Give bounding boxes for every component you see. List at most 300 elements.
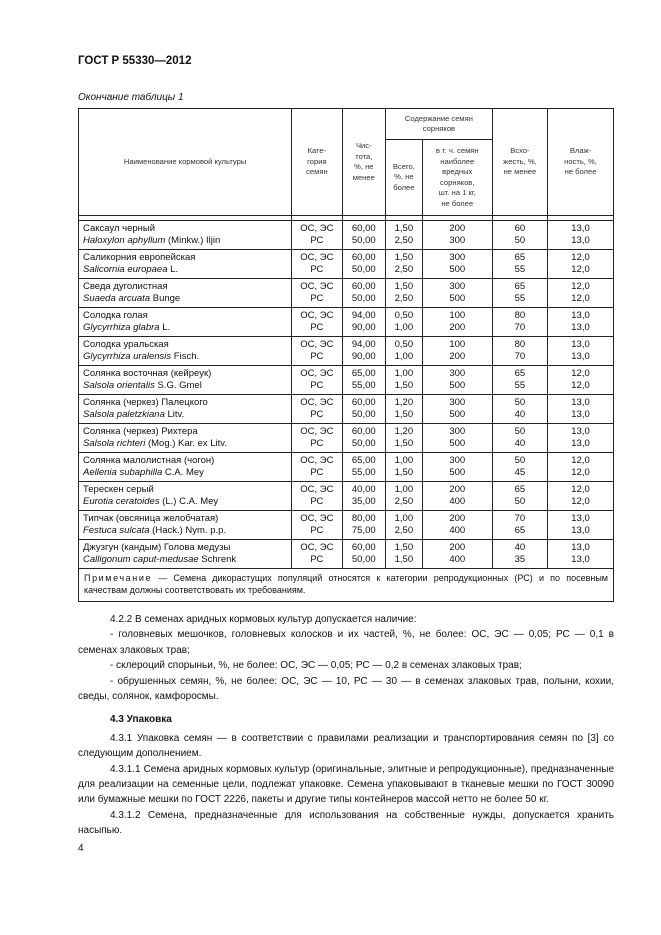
purity-cell [342, 540, 386, 569]
table-row [79, 366, 614, 395]
purity-cell [342, 279, 386, 308]
crop-scientific-name [83, 438, 291, 450]
crop-author: Fisch. [171, 350, 200, 362]
weed-total-value: 2,50 [394, 524, 414, 536]
moisture-value: 13,0 [571, 223, 590, 234]
germination-cell [492, 337, 547, 366]
weed-harmful-value: 200 [449, 321, 466, 333]
germination-value: 35 [514, 553, 526, 565]
weed-total-cell [386, 250, 423, 279]
crop-author: S.G. Gmel [154, 379, 202, 391]
category-value: РС [310, 553, 324, 565]
category-value: РС [310, 234, 324, 246]
category-cell [292, 511, 342, 540]
crop-name: Солянка малолистная (чогон) [83, 455, 215, 466]
table-body [79, 216, 614, 569]
crop-author: Bunge [150, 292, 181, 304]
list-item-smut: - головневых мешочков, головневых колосков и их частей, %, не более: ОС, ЭС — 0,05; РС — 0,1 в семенах злаковых трав; [78, 629, 614, 656]
crop-latin-name: Salicornia europaea [83, 263, 168, 275]
weed-harmful-value: 300 [449, 252, 466, 263]
purity-value: 50,00 [351, 234, 376, 246]
purity-value: 94,00 [351, 310, 376, 321]
purity-value: 65,00 [351, 455, 376, 466]
category-cell [292, 308, 342, 337]
note-label: Примечание [84, 573, 153, 583]
header-category: Кате- гория семян [292, 109, 342, 216]
crop-scientific-name [83, 351, 291, 363]
crop-name-cell [79, 250, 292, 279]
category-value: РС [310, 466, 324, 478]
clause-4-3-1: 4.3.1 Упаковка семян — в соответствии с правилами реализации и транспортирования семян по [3] со следующим дополнением. [78, 732, 614, 760]
weed-harmful-cell [422, 221, 492, 250]
weed-total-value: 1,20 [394, 426, 414, 437]
germination-value: 55 [514, 292, 526, 304]
purity-value: 35,00 [351, 495, 376, 507]
crop-author: Litv. [164, 408, 185, 420]
crop-author: L. [159, 321, 171, 333]
crop-scientific-name [83, 496, 291, 508]
category-value: РС [310, 350, 324, 362]
category-cell [292, 337, 342, 366]
crop-latin-name: Calligonum caput-medusae [83, 553, 199, 565]
crop-latin-name: Salsola paletzkiana [83, 408, 165, 420]
crop-scientific-name [83, 235, 291, 247]
moisture-value: 12,0 [571, 368, 590, 379]
weed-harmful-value: 400 [449, 553, 466, 565]
note-text: — Семена дикорастущих популяций относятся к категории репродукционных (РС) и по посевным качествам должны соответствовать их требованиям. [84, 573, 608, 595]
crop-scientific-name [83, 525, 291, 537]
header-weed-content: Содержание семян сорняков [386, 109, 493, 140]
moisture-cell [548, 366, 614, 395]
moisture-cell [548, 540, 614, 569]
category-cell [292, 366, 342, 395]
germination-cell [492, 453, 547, 482]
moisture-value: 12,0 [571, 252, 590, 263]
category-cell [292, 540, 342, 569]
weed-harmful-value: 300 [449, 426, 466, 437]
germination-value: 80 [514, 339, 526, 350]
weed-total-value: 1,50 [394, 408, 414, 420]
moisture-cell [548, 511, 614, 540]
germination-value: 60 [514, 223, 526, 234]
category-value: ОС, ЭС [300, 339, 334, 350]
purity-value: 60,00 [351, 542, 376, 553]
purity-cell [342, 250, 386, 279]
weed-total-value: 0,50 [394, 339, 414, 350]
category-value: РС [310, 437, 324, 449]
weed-total-value: 1,50 [394, 379, 414, 391]
weed-harmful-cell [422, 308, 492, 337]
moisture-value: 13,0 [571, 350, 590, 362]
weed-total-value: 1,00 [394, 484, 414, 495]
header-weed-harmful: в т. ч. семян наиболее вредных сорняков, шт. на 1 кг, не более [422, 140, 492, 216]
weed-harmful-cell [422, 337, 492, 366]
weed-total-value: 1,50 [394, 466, 414, 478]
table-row [79, 424, 614, 453]
purity-cell [342, 453, 386, 482]
crop-author: Schrenk [198, 553, 237, 565]
weed-total-cell [386, 453, 423, 482]
purity-cell [342, 511, 386, 540]
crop-name-cell [79, 424, 292, 453]
table-note-row [79, 569, 614, 602]
moisture-cell [548, 221, 614, 250]
germination-value: 65 [514, 524, 526, 536]
weed-total-cell [386, 395, 423, 424]
weed-total-cell [386, 540, 423, 569]
weed-harmful-value: 200 [449, 223, 466, 234]
moisture-value: 13,0 [571, 426, 590, 437]
weed-harmful-value: 200 [449, 484, 466, 495]
germination-value: 40 [514, 542, 526, 553]
moisture-value: 13,0 [571, 397, 590, 408]
table-row [79, 279, 614, 308]
purity-value: 60,00 [351, 252, 376, 263]
table-row [79, 453, 614, 482]
weed-harmful-cell [422, 395, 492, 424]
crop-scientific-name [83, 409, 291, 421]
purity-value: 80,00 [351, 513, 376, 524]
moisture-value: 12,0 [571, 484, 590, 495]
seed-quality-table [78, 108, 614, 602]
weed-harmful-cell [422, 482, 492, 511]
moisture-cell [548, 250, 614, 279]
category-value: ОС, ЭС [300, 542, 334, 553]
crop-name: Солянка восточная (кейреук) [83, 368, 212, 379]
category-value: РС [310, 408, 324, 420]
moisture-value: 13,0 [571, 321, 590, 333]
weed-harmful-value: 200 [449, 542, 466, 553]
table-caption: Окончание таблицы 1 [78, 92, 184, 103]
category-value: РС [310, 321, 324, 333]
category-value: ОС, ЭС [300, 426, 334, 437]
germination-cell [492, 395, 547, 424]
clause-4-3-1-1: 4.3.1.1 Семена аридных кормовых культур (оригинальные, элитные и репродукционные), предназначенные для реализации на семенные цели, подлежат упаковке. Семена упаковывают в тканевые мешки по ГОСТ 30090 или бумажные мешки по ГОСТ 2226, пакеты и другие типы контейнеров массой нетто не более 50 кг. [78, 763, 614, 806]
germination-value: 70 [514, 350, 526, 362]
header-moisture: Влаж- ность, %, не более [548, 109, 614, 216]
crop-name: Саксаул черный [83, 223, 156, 234]
germination-value: 40 [514, 408, 526, 420]
weed-harmful-cell [422, 366, 492, 395]
weed-total-cell [386, 308, 423, 337]
germination-value: 45 [514, 466, 526, 478]
weed-total-value: 1,50 [394, 223, 414, 234]
germination-value: 50 [514, 426, 526, 437]
header-germination: Всхо- жесть, %, не менее [492, 109, 547, 216]
weed-harmful-value: 400 [449, 524, 466, 536]
category-cell [292, 279, 342, 308]
weed-total-value: 1,50 [394, 252, 414, 263]
weed-total-value: 1,00 [394, 513, 414, 524]
germination-cell [492, 511, 547, 540]
germination-value: 70 [514, 321, 526, 333]
moisture-value: 12,0 [571, 263, 590, 275]
category-value: ОС, ЭС [300, 310, 334, 321]
crop-name: Солодка голая [83, 310, 148, 321]
germination-cell [492, 308, 547, 337]
purity-cell [342, 308, 386, 337]
purity-cell [342, 395, 386, 424]
crop-name: Солянка (черкез) Палецкого [83, 397, 208, 408]
germination-value: 80 [514, 310, 526, 321]
moisture-value: 13,0 [571, 553, 590, 565]
weed-total-value: 1,00 [394, 368, 414, 379]
crop-author: (Mog.) Kar. ex Litv. [145, 437, 227, 449]
germination-value: 65 [514, 484, 526, 495]
weed-total-value: 0,50 [394, 310, 414, 321]
weed-harmful-value: 200 [449, 350, 466, 362]
category-value: ОС, ЭС [300, 513, 334, 524]
weed-harmful-value: 300 [449, 455, 466, 466]
purity-value: 90,00 [351, 321, 376, 333]
weed-total-cell [386, 511, 423, 540]
moisture-cell [548, 395, 614, 424]
category-value: ОС, ЭС [300, 484, 334, 495]
weed-harmful-value: 500 [449, 408, 466, 420]
moisture-value: 12,0 [571, 292, 590, 304]
purity-value: 60,00 [351, 397, 376, 408]
weed-total-value: 1,50 [394, 542, 414, 553]
germination-value: 50 [514, 495, 526, 507]
header-weed-total: Всего, %, не более [386, 140, 423, 216]
crop-name-cell [79, 366, 292, 395]
germination-cell [492, 540, 547, 569]
weed-harmful-value: 100 [449, 310, 466, 321]
moisture-value: 12,0 [571, 495, 590, 507]
germination-value: 65 [514, 368, 526, 379]
moisture-value: 13,0 [571, 234, 590, 246]
purity-value: 50,00 [351, 437, 376, 449]
weed-harmful-value: 200 [449, 513, 466, 524]
category-value: ОС, ЭС [300, 368, 334, 379]
clause-4-2-2: 4.2.2 В семенах аридных кормовых культур допускается наличие: [110, 614, 417, 625]
germination-value: 50 [514, 397, 526, 408]
crop-name-cell [79, 482, 292, 511]
crop-name: Солянка (черкез) Рихтера [83, 426, 198, 437]
category-cell [292, 453, 342, 482]
crop-name-cell [79, 308, 292, 337]
weed-harmful-value: 500 [449, 263, 466, 275]
purity-value: 40,00 [351, 484, 376, 495]
germination-value: 40 [514, 437, 526, 449]
header-purity: Чис- тота, %, не менее [342, 109, 386, 216]
weed-harmful-value: 400 [449, 495, 466, 507]
purity-value: 94,00 [351, 339, 376, 350]
moisture-cell [548, 453, 614, 482]
crop-scientific-name [83, 293, 291, 305]
purity-value: 50,00 [351, 408, 376, 420]
weed-harmful-cell [422, 424, 492, 453]
category-value: ОС, ЭС [300, 252, 334, 263]
purity-value: 75,00 [351, 524, 376, 536]
crop-latin-name: Salsola orientalis [83, 379, 155, 391]
purity-value: 60,00 [351, 223, 376, 234]
purity-value: 90,00 [351, 350, 376, 362]
weed-total-value: 2,50 [394, 495, 414, 507]
category-cell [292, 395, 342, 424]
crop-name-cell [79, 337, 292, 366]
crop-author: C.A. Mey [162, 466, 204, 478]
table-row [79, 540, 614, 569]
weed-harmful-value: 300 [449, 281, 466, 292]
weed-harmful-cell [422, 250, 492, 279]
moisture-value: 13,0 [571, 408, 590, 420]
crop-latin-name: Glycyrrhiza glabra [83, 321, 160, 333]
moisture-value: 13,0 [571, 513, 590, 524]
section-heading-packaging: 4.3 Упаковка [110, 714, 172, 726]
category-value: РС [310, 263, 324, 275]
table-row [79, 395, 614, 424]
germination-value: 70 [514, 513, 526, 524]
weed-harmful-value: 500 [449, 437, 466, 449]
crop-author: (Hack.) Nym. p.p. [149, 524, 227, 536]
weed-harmful-value: 500 [449, 379, 466, 391]
crop-latin-name: Glycyrrhiza uralensis [83, 350, 172, 362]
purity-value: 65,00 [351, 368, 376, 379]
crop-author: (L.) C.A. Mey [159, 495, 219, 507]
weed-total-cell [386, 482, 423, 511]
purity-value: 60,00 [351, 281, 376, 292]
purity-value: 55,00 [351, 379, 376, 391]
germination-cell [492, 366, 547, 395]
weed-total-cell [386, 279, 423, 308]
weed-harmful-cell [422, 540, 492, 569]
weed-total-value: 1,00 [394, 455, 414, 466]
category-value: РС [310, 292, 324, 304]
germination-cell [492, 482, 547, 511]
crop-name: Солодка уральская [83, 339, 169, 350]
germination-cell [492, 279, 547, 308]
category-value: ОС, ЭС [300, 397, 334, 408]
weed-total-value: 1,00 [394, 321, 414, 333]
moisture-value: 13,0 [571, 542, 590, 553]
moisture-cell [548, 337, 614, 366]
germination-value: 50 [514, 234, 526, 246]
category-cell [292, 482, 342, 511]
crop-name: Типчак (овсяница желобчатая) [83, 513, 219, 524]
crop-scientific-name [83, 380, 291, 392]
header-crop-name: Наименование кормовой культуры [79, 109, 292, 216]
crop-name-cell [79, 540, 292, 569]
moisture-value: 13,0 [571, 310, 590, 321]
crop-name-cell [79, 279, 292, 308]
crop-latin-name: Haloxylon aphyllum [83, 234, 166, 246]
crop-name-cell [79, 395, 292, 424]
document-code: ГОСТ Р 55330—2012 [78, 55, 192, 67]
category-value: ОС, ЭС [300, 223, 334, 234]
weed-harmful-cell [422, 279, 492, 308]
crop-name: Сведа дуголистная [83, 281, 168, 292]
purity-cell [342, 337, 386, 366]
weed-total-value: 1,50 [394, 553, 414, 565]
crop-name: Джузгун (кандым) Голова медузы [83, 542, 231, 553]
germination-value: 65 [514, 281, 526, 292]
germination-value: 55 [514, 379, 526, 391]
weed-harmful-cell [422, 511, 492, 540]
germination-cell [492, 250, 547, 279]
weed-total-value: 1,50 [394, 281, 414, 292]
crop-latin-name: Suaeda arcuata [83, 292, 151, 304]
moisture-value: 13,0 [571, 339, 590, 350]
weed-harmful-value: 300 [449, 368, 466, 379]
moisture-value: 12,0 [571, 455, 590, 466]
weed-harmful-value: 500 [449, 292, 466, 304]
weed-total-cell [386, 424, 423, 453]
list-item-hulled-seeds: - обрушенных семян, %, не более: ОС, ЭС — 10, РС — 30 — в семенах злаковых трав, полыни, кохии, сведы, солянок, камфоросмы. [78, 675, 614, 703]
weed-harmful-value: 100 [449, 339, 466, 350]
weed-total-value: 1,20 [394, 397, 414, 408]
table-row [79, 250, 614, 279]
crop-latin-name: Festuca sulcata [83, 524, 150, 536]
crop-name-cell [79, 511, 292, 540]
category-value: РС [310, 379, 324, 391]
table-row [79, 511, 614, 540]
moisture-cell [548, 279, 614, 308]
table-row [79, 337, 614, 366]
weed-total-value: 2,50 [394, 292, 414, 304]
moisture-cell [548, 308, 614, 337]
moisture-value: 12,0 [571, 379, 590, 391]
body-text [78, 612, 614, 839]
crop-scientific-name [83, 467, 291, 479]
weed-total-cell [386, 337, 423, 366]
crop-name: Терескен серый [83, 484, 154, 495]
germination-cell [492, 221, 547, 250]
table-row [79, 308, 614, 337]
category-cell [292, 221, 342, 250]
weed-total-cell [386, 366, 423, 395]
purity-value: 50,00 [351, 553, 376, 565]
crop-author: (Minkw.) Iljin [165, 234, 221, 246]
crop-latin-name: Aellenia subaphilla [83, 466, 163, 478]
crop-latin-name: Eurotia ceratoides [83, 495, 160, 507]
category-cell [292, 424, 342, 453]
weed-total-value: 1,00 [394, 350, 414, 362]
germination-value: 65 [514, 252, 526, 263]
moisture-cell [548, 424, 614, 453]
clause-4-3-1-2: 4.3.1.2 Семена, предназначенные для использования на собственные нужды, допускается хранить насыпью. [78, 809, 614, 837]
crop-name-cell [79, 221, 292, 250]
purity-value: 50,00 [351, 263, 376, 275]
category-cell [292, 250, 342, 279]
crop-name: Саликорния европейская [83, 252, 196, 263]
crop-scientific-name [83, 322, 291, 334]
weed-harmful-value: 500 [449, 466, 466, 478]
list-item-ergot: - склероций спорыньи, %, не более: ОС, ЭС — 0,05; РС — 0,2 в семенах злаковых трав; [110, 660, 522, 672]
purity-cell [342, 366, 386, 395]
weed-harmful-value: 300 [449, 397, 466, 408]
purity-cell [342, 221, 386, 250]
weed-harmful-cell [422, 453, 492, 482]
weed-total-value: 2,50 [394, 234, 414, 246]
moisture-value: 12,0 [571, 281, 590, 292]
category-value: ОС, ЭС [300, 455, 334, 466]
purity-cell [342, 482, 386, 511]
purity-value: 55,00 [351, 466, 376, 478]
weed-total-value: 2,50 [394, 263, 414, 275]
category-value: ОС, ЭС [300, 281, 334, 292]
moisture-value: 13,0 [571, 437, 590, 449]
table-row [79, 482, 614, 511]
crop-scientific-name [83, 554, 291, 566]
crop-author: L. [167, 263, 179, 275]
purity-value: 50,00 [351, 292, 376, 304]
germination-cell [492, 424, 547, 453]
page-number: 4 [78, 843, 84, 854]
germination-value: 55 [514, 263, 526, 275]
germination-value: 50 [514, 455, 526, 466]
purity-cell [342, 424, 386, 453]
